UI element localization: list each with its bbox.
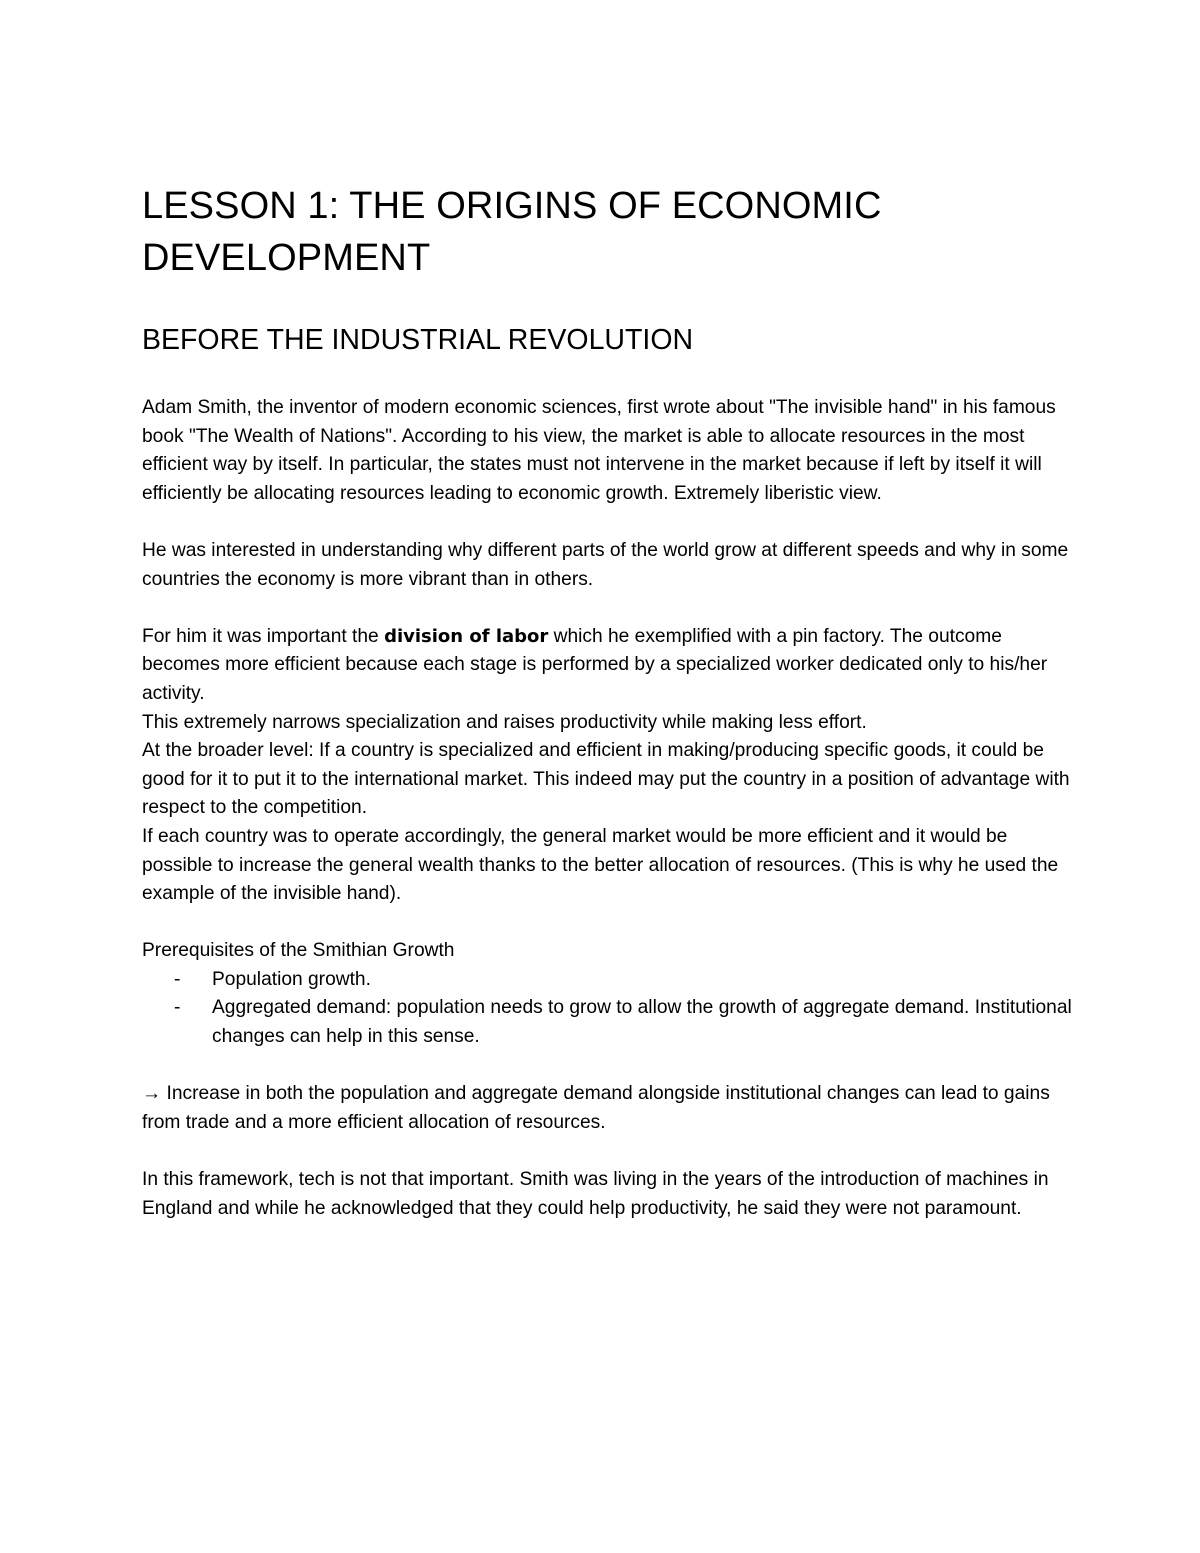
bold-term: division of labor xyxy=(384,625,549,647)
section-heading: BEFORE THE INDUSTRIAL REVOLUTION xyxy=(142,324,694,356)
lesson-title: LESSON 1: THE ORIGINS OF ECONOMIC DEVELOPMENT xyxy=(142,185,882,279)
paragraph-broader-level: At the broader level: If a country is specialized and efficient in making/producing specific goods, it could be good for it to put it to the international market. This indeed may put the country in a position of advantage with respect to the competition. xyxy=(142,740,1070,819)
paragraph-general-market: If each country was to operate accordingly, the general market would be more efficient and it would be possible to increase the general wealth thanks to the better allocation of resources. (This is why he used the example of the invisible hand). xyxy=(142,825,1059,905)
list-item-text: Aggregated demand: population needs to grow to allow the growth of aggregate demand. Institutional changes can help in this sense. xyxy=(212,997,1072,1048)
paragraph-gap xyxy=(142,594,1072,623)
paragraph-gap xyxy=(142,508,1072,537)
list-item xyxy=(142,966,1072,995)
paragraph-specialization: This extremely narrows specialization and raises productivity while making less effort. xyxy=(142,711,867,733)
document-body xyxy=(142,394,1072,1223)
bullet-marker: - xyxy=(174,968,181,990)
list-item-text: Population growth. xyxy=(212,968,371,990)
bullet-marker: - xyxy=(174,997,181,1019)
prerequisites-list xyxy=(142,966,1072,1052)
paragraph-conclusion: → Increase in both the population and aggregate demand alongside institutional changes can lead to gains from trade and a more efficient allocation of resources. xyxy=(142,1083,1050,1133)
paragraph-gap xyxy=(142,1137,1072,1166)
document-page xyxy=(142,180,1072,1223)
paragraph-division-of-labor xyxy=(142,623,1072,709)
list-item xyxy=(142,994,1072,1051)
paragraph-gap xyxy=(142,909,1072,938)
paragraph-technology: In this framework, tech is not that important. Smith was living in the years of the introduction of machines in England and while he acknowledged that they could help productivity, he said they were not paramount. xyxy=(142,1169,1049,1219)
paragraph-growth-speeds: He was interested in understanding why different parts of the world grow at different speeds and why in some countries the economy is more vibrant than in others. xyxy=(142,539,1069,590)
paragraph-invisible-hand: Adam Smith, the inventor of modern economic sciences, first wrote about "The invisible hand" in his famous book "The Wealth of Nations". According to his view, the market is able to allocate resources in the most efficient way by itself. In particular, the states must not intervene in the market because if left by itself it will efficiently be allocating resources leading to economic growth. Extremely liberistic view. xyxy=(142,397,1056,504)
paragraph-gap xyxy=(142,1052,1072,1081)
paragraph-text: For him it was important the xyxy=(142,625,385,647)
prerequisites-heading: Prerequisites of the Smithian Growth xyxy=(142,940,455,962)
paragraph-text: which he exemplified with a pin factory. The outcome becomes more efficient because each stage is performed by a specialized worker dedicated only to his/her activity. xyxy=(142,625,1048,704)
